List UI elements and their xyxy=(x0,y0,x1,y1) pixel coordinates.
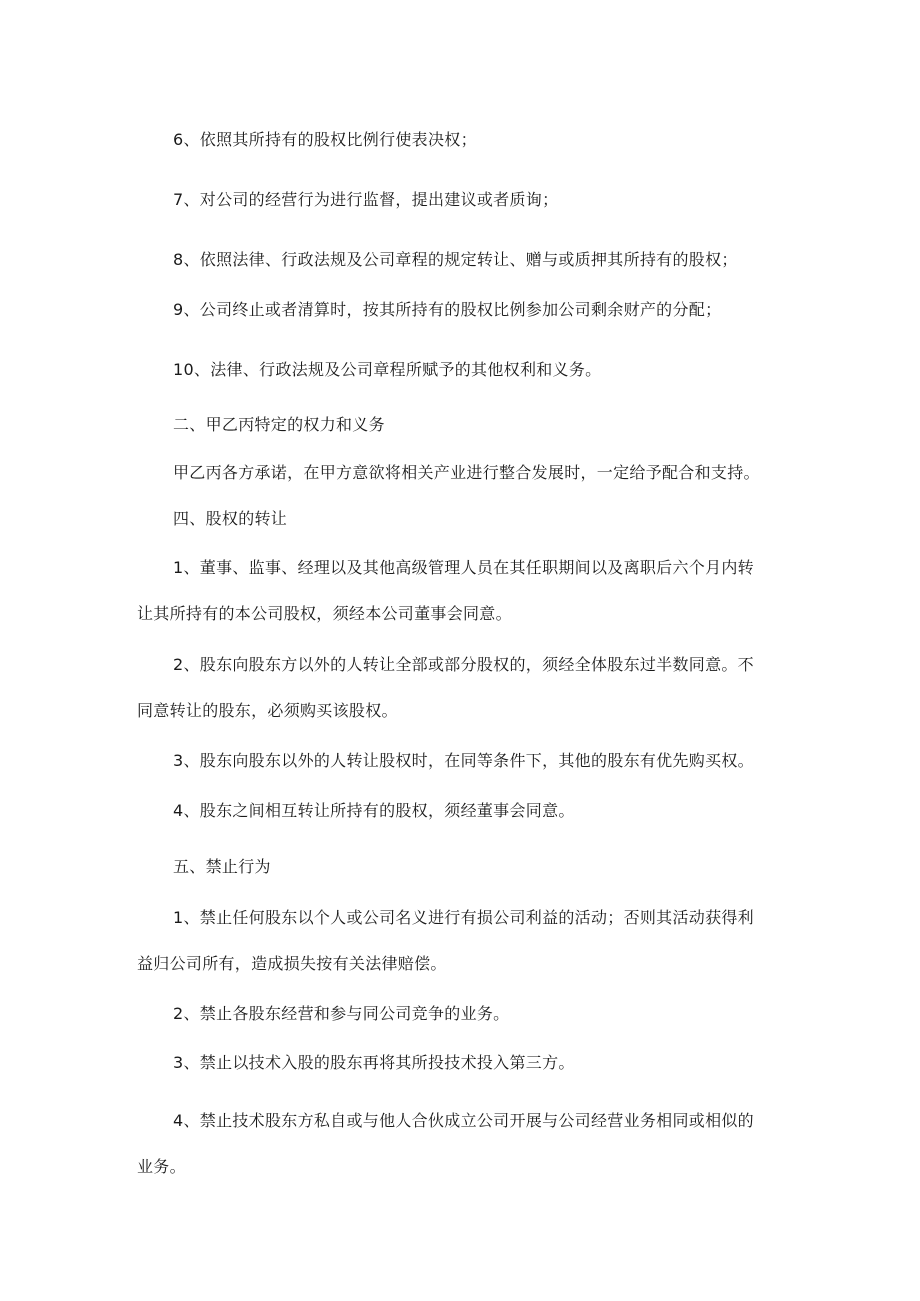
section-4-clause-1-line-1: 1、董事、监事、经理以及其他高级管理人员在其任职期间以及离职后六个月内转 xyxy=(173,558,754,577)
section-2-heading: 二、甲乙丙特定的权力和义务 xyxy=(173,415,385,434)
section-4-clause-3: 3、股东向股东以外的人转让股权时，在同等条件下，其他的股东有优先购买权。 xyxy=(173,751,754,770)
item-10: 10、法律、行政法规及公司章程所赋予的其他权利和义务。 xyxy=(173,360,602,379)
item-7: 7、对公司的经营行为进行监督，提出建议或者质询； xyxy=(173,190,559,209)
section-5-clause-4-line-1: 4、禁止技术股东方私自或与他人合伙成立公司开展与公司经营业务相同或相似的 xyxy=(173,1111,754,1130)
section-4-heading: 四、股权的转让 xyxy=(173,509,288,528)
section-4-clause-2-line-1: 2、股东向股东方以外的人转让全部或部分股权的，须经全体股东过半数同意。不 xyxy=(173,655,754,674)
section-2-body: 甲乙丙各方承诺，在甲方意欲将相关产业进行整合发展时，一定给予配合和支持。 xyxy=(173,463,760,482)
section-5-heading: 五、禁止行为 xyxy=(173,857,271,876)
item-9: 9、公司终止或者清算时，按其所持有的股权比例参加公司剩余财产的分配； xyxy=(173,300,722,319)
section-5-clause-4-line-2: 业务。 xyxy=(137,1157,186,1176)
item-6: 6、依照其所持有的股权比例行使表决权； xyxy=(173,130,477,149)
section-5-clause-3: 3、禁止以技术入股的股东再将其所投技术投入第三方。 xyxy=(173,1053,575,1072)
section-5-clause-1-line-2: 益归公司所有，造成损失按有关法律赔偿。 xyxy=(137,954,447,973)
section-4-clause-2-line-2: 同意转让的股东，必须购买该股权。 xyxy=(137,701,398,720)
section-4-clause-4: 4、股东之间相互转让所持有的股权，须经董事会同意。 xyxy=(173,801,575,820)
section-5-clause-1-line-1: 1、禁止任何股东以个人或公司名义进行有损公司利益的活动；否则其活动获得利 xyxy=(173,908,754,927)
section-4-clause-1-line-2: 让其所持有的本公司股权，须经本公司董事会同意。 xyxy=(137,604,512,623)
section-5-clause-2: 2、禁止各股东经营和参与同公司竞争的业务。 xyxy=(173,1004,510,1023)
item-8: 8、依照法律、行政法规及公司章程的规定转让、赠与或质押其所持有的股权； xyxy=(173,250,738,269)
